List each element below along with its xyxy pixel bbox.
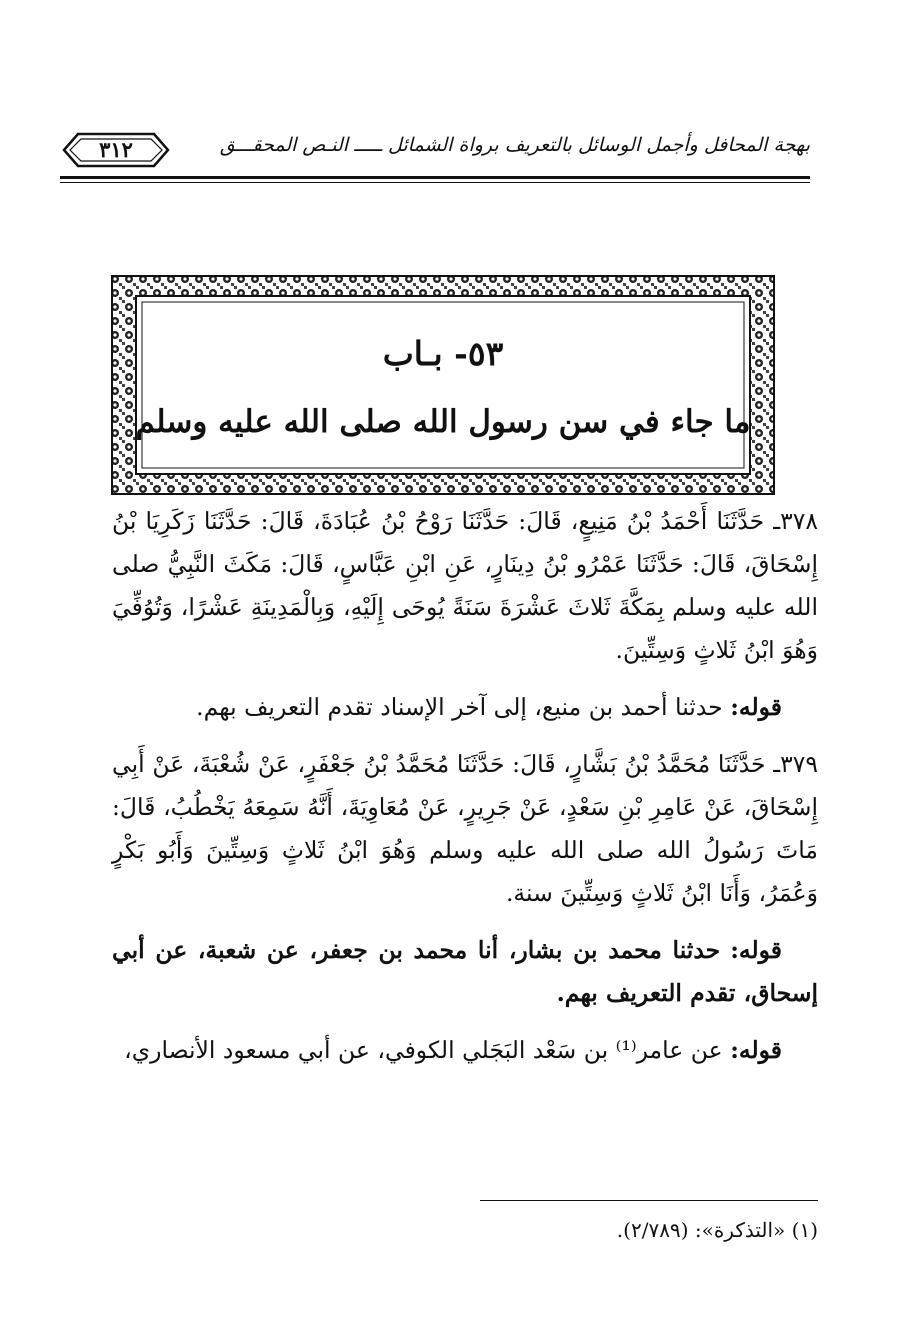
header-rule-thick xyxy=(60,176,810,179)
commentary-text: عن عامر⁽¹⁾ بن سَعْد البَجَلي الكوفي، عن أبي مسعود الأنصاري، xyxy=(124,1036,723,1064)
commentary-amir xyxy=(112,1029,818,1072)
ornamental-border xyxy=(108,272,778,498)
footnote-rule xyxy=(480,1200,818,1201)
running-header xyxy=(60,128,810,180)
main-text xyxy=(112,500,818,1072)
header-rule-thin xyxy=(60,182,810,183)
footnote: (١) «التذكرة»: (٢/٧٨٩). xyxy=(616,1218,818,1242)
chapter-title: ما جاء في سن رسول الله صلى الله عليه وسلم xyxy=(135,404,751,440)
chapter-frame xyxy=(108,272,778,498)
commentary-lead: قوله: xyxy=(730,1036,782,1064)
commentary-text: حدثنا أحمد بن منيع، إلى آخر الإسناد تقدم التعريف بهم. xyxy=(196,693,723,721)
hadith-378: ٣٧٨ـ حَدَّثَنَا أَحْمَدُ بْنُ مَنِيعٍ، قَالَ: حَدَّثَنَا رَوْحُ بْنُ عُبَادَةَ، قَالَ: حَدَّثَنَا زَكَرِيَا بْنُ إِسْحَاقَ، قَالَ: حَدَّثَنَا عَمْرُو بْنُ دِينَارٍ، عَنِ ابْنِ عَبَّاسٍ، قَالَ: مَكَثَ النَّبِيُّ صلى الله عليه وسلم بِمَكَّةَ ثَلاثَ عَشْرَةَ سَنَةً يُوحَى إِلَيْهِ، وَبِالْمَدِينَةِ عَشْرًا، وَتُوُفِّيَ وَهُوَ ابْنُ ثَلاثٍ وَسِتِّينَ. xyxy=(112,507,818,664)
commentary-379 xyxy=(112,929,818,1015)
commentary-lead: قوله: xyxy=(730,936,782,964)
hadith-379: ٣٧٩ـ حَدَّثَنَا مُحَمَّدُ بْنُ بَشَّارٍ، قَالَ: حَدَّثَنَا مُحَمَّدُ بْنُ جَعْفَرٍ، عَنْ شُعْبَةَ، عَنْ أَبِي إِسْحَاقَ، عَنْ عَامِرِ بْنِ سَعْدٍ، عَنْ جَرِيرٍ، عَنْ مُعَاوِيَةَ، أَنَّهُ سَمِعَهُ يَخْطُبُ، قَالَ: مَاتَ رَسُولُ الله صلى الله عليه وسلم وَهُوَ ابْنُ ثَلاثٍ وَسِتِّينَ وَأَبُو بَكْرٍ وَعُمَرُ، وَأَنَا ابْنُ ثَلاثٍ وَسِتِّينَ سنة. xyxy=(112,750,818,907)
chapter-number: ٥٣- بـاب xyxy=(382,334,504,373)
commentary-lead: قوله: xyxy=(730,693,782,721)
commentary-text: حدثنا محمد بن بشار، أنا محمد بن جعفر، عن شعبة، عن أبي إسحاق، تقدم التعريف بهم. xyxy=(112,936,818,1007)
commentary-378 xyxy=(112,686,818,729)
page-number: ٣١٢ xyxy=(99,137,133,162)
page-number-badge xyxy=(60,128,172,172)
header-title: بهجة المحافل وأجمل الوسائل بالتعريف برواة الشمائل ـــــ النـص المحقـــق xyxy=(219,134,810,156)
